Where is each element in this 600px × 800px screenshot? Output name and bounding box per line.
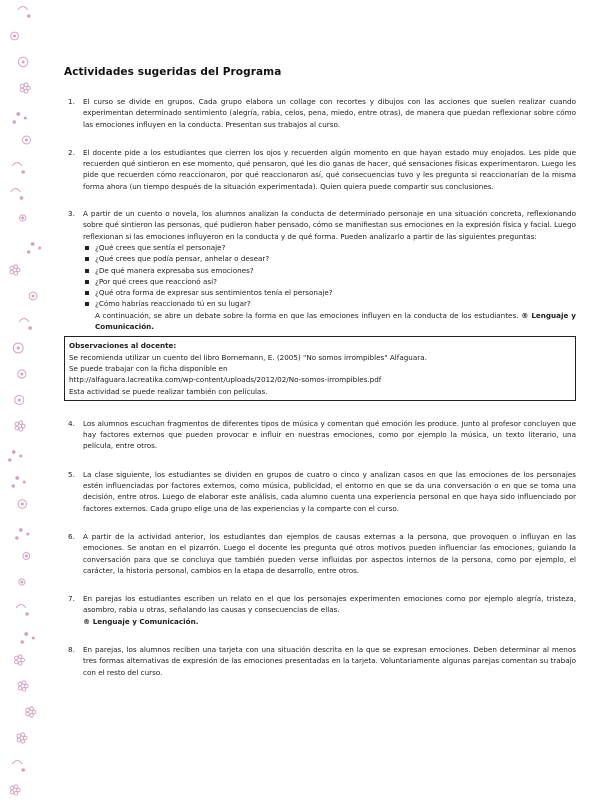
decoration-mark <box>20 197 23 200</box>
decoration-mark <box>12 451 15 454</box>
observations-title: Observaciones al docente: <box>69 341 177 351</box>
decoration-mark <box>16 537 18 539</box>
subject-tag: ® Lenguaje y Comunicación. <box>83 616 199 626</box>
item-number: 3. <box>68 209 75 219</box>
decoration-mark <box>14 35 16 37</box>
observations-line: Esta actividad se puede realizar también con películas. <box>69 386 268 396</box>
decoration-mark <box>22 217 24 219</box>
decoration-mark <box>15 656 19 660</box>
decoration-mark <box>23 736 27 740</box>
decoration-mark <box>18 655 22 659</box>
decoration-mark <box>21 503 23 505</box>
continuation-text: A continuación, se abre un debate sobre la forma en que las emociones influyen en la conducta de los estudiantes. <box>95 310 519 320</box>
decoration-mark <box>14 792 18 796</box>
decoration-mark <box>32 637 34 639</box>
decoration-mark <box>16 605 26 609</box>
activities-list-continued <box>64 418 576 678</box>
decoration-mark <box>15 426 19 430</box>
decoration-mark <box>18 7 28 11</box>
decoration-mark <box>19 319 29 323</box>
decoration-mark <box>17 788 21 792</box>
decoration-mark <box>15 660 19 664</box>
decoration-mark <box>27 15 30 18</box>
decoration-mark <box>22 171 25 174</box>
decoration-mark <box>19 529 22 532</box>
decoration-mark <box>25 633 28 636</box>
list-item <box>64 96 576 130</box>
item-text: A partir de la actividad anterior, los estudiantes dan ejemplos de causas externas a la persona, que provoquen o influyan en las emociones. Se anotan en el pizarrón. Luego el docente les pregunta qué otros motivos pueden influenciar las emociones, guiando la conversación para que se concluya que también pueden verse influidas por aspectos internos de la persona, como por ejemplo, el carácter, la historia personal, cambios en la etapa de desarrollo, entre otros. <box>83 531 576 575</box>
decoration-mark <box>18 662 22 666</box>
list-item <box>64 147 576 192</box>
decoration-mark <box>21 658 25 662</box>
decoration-mark <box>20 455 22 457</box>
decoration-mark <box>25 684 29 688</box>
decoration-mark <box>27 251 29 253</box>
decoration-mark <box>14 272 18 276</box>
item-number: 8. <box>68 644 75 654</box>
decoration-mark <box>17 734 21 738</box>
decoration-mark <box>24 83 28 87</box>
item-text: El curso se divide en grupos. Cada grupo elabora un collage con recortes y dibujos con las acciones que suelen realizar cuando experimentan determinado sentimiento (alegría, rabia, celos, pena, miedo, entre otras), de manera que puedan reflexionar sobre cómo las emociones influyen en la conducta. Presentan sus trabajos al curso. <box>83 97 576 129</box>
item-text: En parejas los estudiantes escriben un relato en el que los personajes experimenten emociones como por ejemplo alegría, tristeza, asombro, rabia u otras, señalando las causas y consecuencias de ellas. <box>83 594 576 615</box>
decoration-mark <box>22 681 26 685</box>
decoration-mark <box>30 714 34 718</box>
decoration-mark <box>18 682 22 686</box>
decoration-mark <box>26 613 29 616</box>
decoration-mark <box>26 712 30 716</box>
decoration-mark <box>16 268 20 272</box>
decoration-mark <box>10 189 20 193</box>
list-item <box>64 418 576 452</box>
decoration-mark <box>22 769 25 772</box>
question-item: ¿De qué manera expresaba sus emociones? <box>83 265 576 276</box>
list-item <box>64 208 576 332</box>
decoration-mark <box>9 459 11 461</box>
list-item <box>64 531 576 576</box>
list-item <box>64 469 576 514</box>
item-continuation <box>83 310 576 333</box>
decoration-mark <box>21 373 23 375</box>
observations-line: Se recomienda utilizar un cuento del libro Bornemann, E. (2005) "No somos irrompibles" Alfaguara. <box>69 352 427 362</box>
decoration-mark <box>14 785 18 789</box>
decoration-mark <box>20 84 24 88</box>
decoration-mark <box>21 733 25 737</box>
decoration-mark <box>39 247 41 249</box>
decoration-mark <box>26 708 30 712</box>
decoration-mark <box>31 243 34 246</box>
question-item: ¿Qué crees que podía pensar, anhelar o desear? <box>83 253 576 264</box>
item-number: 1. <box>68 97 75 106</box>
item-text: El docente pide a los estudiantes que cierren los ojos y recuerden algún momento en que hayan estado muy enojados. Les pide que recuerden qué sintieron en ese momento, qué pensaron, qué les dio ganas de hacer, qué sensaciones físicas experimentaron. Luego les pide que recuerden cómo reaccionaron, por qué reaccionaron así, qué consecuencias tuvo y les pregunta si reaccionarían de la misma forma ahora (un tiempo después de la situación experimentada). Quien quiera puede compartir sus conclusiones. <box>83 147 576 191</box>
item-text: En parejas, los alumnos reciben una tarjeta con una situación descrita en la que se expresan emociones. Deben determinar al menos tres formas alternativas de expresión de las emociones presentadas en la tarjeta. Voluntariamente algunas parejas comentan su trabajo con el resto del curso. <box>83 644 576 677</box>
decoration-mark <box>18 686 22 690</box>
question-item: ¿Qué otra forma de expresar sus sentimientos tenía el personaje? <box>83 287 576 298</box>
decoration-mark <box>23 481 25 483</box>
decoration-mark <box>15 422 19 426</box>
decoration-mark <box>27 533 29 535</box>
decoration-mark <box>21 740 25 744</box>
decoration-mark <box>25 555 27 557</box>
decoration-mark <box>22 688 26 692</box>
item-number: 4. <box>68 418 75 428</box>
observations-link[interactable]: http://alfaguara.lacreatika.com/wp-content/uploads/2012/02/No-somos-irrompibles.pdf <box>69 375 382 385</box>
decoration-mark <box>18 399 20 401</box>
list-item <box>64 644 576 678</box>
decoration-mark <box>10 786 14 790</box>
decoration-mark <box>21 581 23 583</box>
decoration-mark <box>21 424 25 428</box>
decoration-mark <box>12 761 22 765</box>
decoration-mark <box>27 86 31 90</box>
subject-tag: ® Lenguaje y Comunicación. <box>95 310 576 332</box>
question-item: ¿Por qué crees que reaccionó así? <box>83 276 576 287</box>
item-number: 7. <box>68 594 75 604</box>
decoration-mark <box>14 265 18 269</box>
decoration-mark <box>25 139 27 141</box>
decoration-mark <box>32 710 36 714</box>
decoration-mark <box>10 790 14 794</box>
decoration-mark <box>17 113 20 116</box>
decoration-mark <box>12 485 14 487</box>
item-text: Los alumnos escuchan fragmentos de diferentes tipos de música y comentan qué emoción les produce. Junto al profesor concluyen que hay factores externos que pueden provocar e influir en nuestras emociones, como por ejemplo la música, un texto literario, una película, entre otros. <box>83 418 576 451</box>
decoration-mark <box>10 270 14 274</box>
page-title: Actividades sugeridas del Programa <box>64 66 282 78</box>
decoration-mark <box>10 266 14 270</box>
item-number: 6. <box>68 531 75 541</box>
list-item <box>64 593 576 627</box>
decoration-mark <box>17 738 21 742</box>
question-list <box>83 242 576 310</box>
decoration-mark <box>32 295 34 297</box>
item-text: La clase siguiente, los estudiantes se dividen en grupos de cuatro o cinco y analizan casos en que las emociones de los personajes estén influenciadas por factores externos, como música, publicidad, el entorno en que se da una conversación o en que se toma una decisión, entre otros. Luego de elaborar este análisis, cada alumno cuenta una experiencia personal en que haya sido influenciado por factores externos. Cada grupo elige una de las experiencias y la comparte con el curso. <box>83 469 576 513</box>
page-content <box>64 66 576 678</box>
question-item: ¿Cómo habrías reaccionado tú en su lugar? <box>83 298 576 309</box>
decoration-mark <box>12 163 22 167</box>
decoration-mark <box>21 641 23 643</box>
decoration-mark <box>22 61 24 63</box>
decoration-mark <box>20 88 24 92</box>
decoration-mark <box>19 428 23 432</box>
item-number: 2. <box>68 147 75 157</box>
observations-line: Se puede trabajar con la ficha disponible en <box>69 363 228 373</box>
decoration-mark <box>19 421 23 425</box>
decoration-mark <box>16 477 19 480</box>
decoration-mark <box>24 90 28 94</box>
teacher-observations-box <box>64 336 576 400</box>
item-number: 5. <box>68 469 75 479</box>
question-item: ¿Qué crees que sentía el personaje? <box>83 242 576 253</box>
decoration-mark <box>29 327 32 330</box>
decoration-mark <box>30 707 34 711</box>
decoration-mark <box>17 347 19 349</box>
decorative-border <box>0 0 50 800</box>
activities-list <box>64 96 576 332</box>
decoration-mark <box>24 117 26 119</box>
decoration-mark <box>13 121 15 123</box>
item-text: A partir de un cuento o novela, los alumnos analizan la conducta de determinado personaje en una situación concreta, reflexionando sobre qué sintieron las personas, qué pudieron haber pensado, cómo se manifiestan sus emociones en la expresión física y facial. Luego reflexionan si las emociones influyeron en la conducta y de qué forma. Pueden analizarlo a partir de las siguientes preguntas: <box>83 209 576 241</box>
